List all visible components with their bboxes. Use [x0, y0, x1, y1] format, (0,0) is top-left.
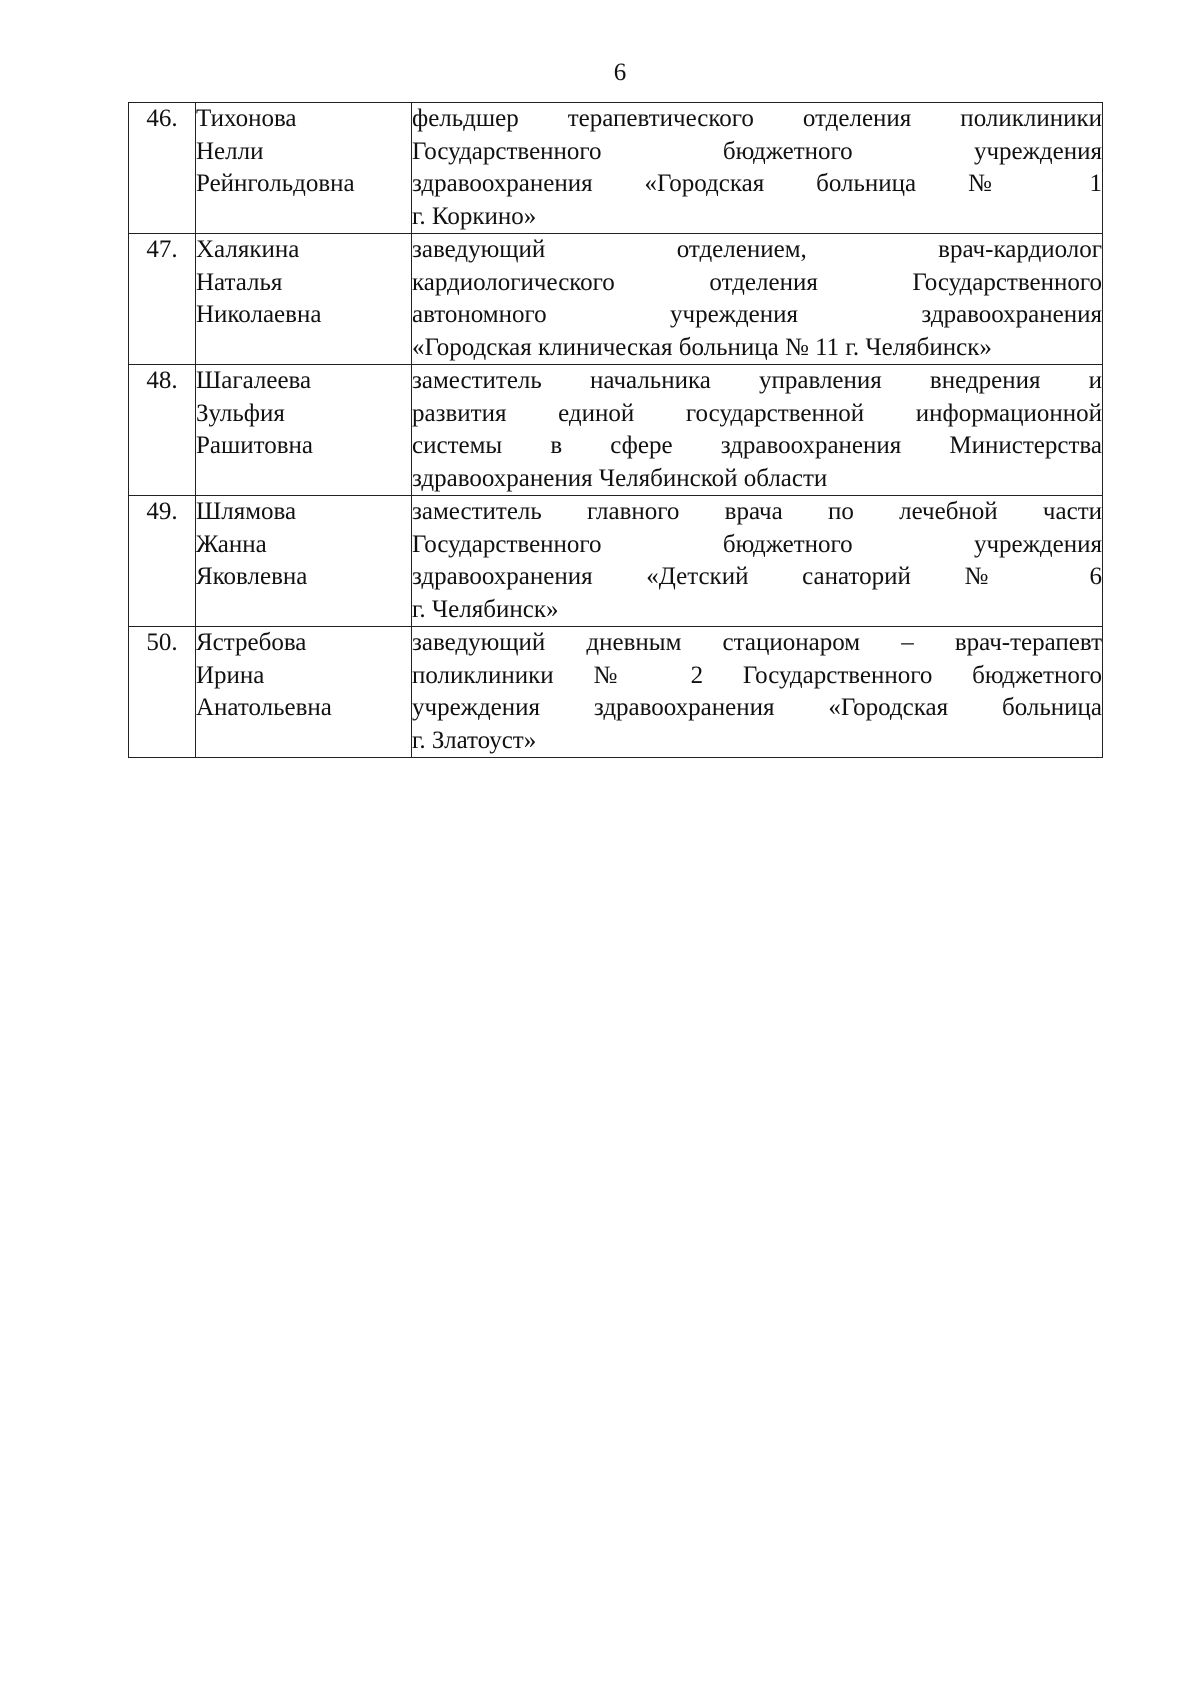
surname: Тихонова: [196, 105, 297, 132]
position-line: кардиологического отделения Государственного: [412, 268, 1102, 296]
first-name: Нелли: [196, 137, 264, 165]
page-number: 6: [613, 59, 627, 86]
first-name: Ирина: [196, 661, 265, 689]
row-number: 47.: [129, 234, 196, 365]
position-line: Государственного бюджетного учреждения: [412, 137, 1102, 165]
surname: Ястребова: [196, 629, 307, 656]
job-position: [412, 103, 1103, 234]
row-number: 50.: [129, 627, 196, 758]
position-line: развития единой государственной информационной: [412, 399, 1102, 427]
patronymic: Анатольевна: [196, 694, 332, 721]
personnel-table: [128, 102, 1103, 758]
job-position: [412, 627, 1103, 758]
table-row: [129, 365, 1103, 496]
person-name: [196, 103, 412, 234]
position-line: «Городская клиническая больница № 11 г. Челябинск»: [412, 333, 992, 361]
job-position: [412, 234, 1103, 365]
position-line: здравоохранения «Детский санаторий № 6: [412, 563, 1102, 590]
first-name: Зульфия: [196, 399, 285, 427]
table-row: [129, 627, 1103, 758]
position-line: фельдшер терапевтического отделения поликлиники: [412, 105, 1102, 132]
table-row: [129, 496, 1103, 627]
position-line: г. Коркино»: [412, 202, 537, 230]
patronymic: Яковлевна: [196, 563, 308, 590]
position-line: заведующий отделением, врач-кардиолог: [412, 236, 1102, 263]
position-line: г. Златоуст»: [412, 726, 537, 754]
position-line: здравоохранения Челябинской области: [412, 464, 828, 492]
table-row: [129, 103, 1103, 234]
person-name: [196, 627, 412, 758]
position-line: заместитель главного врача по лечебной части: [412, 498, 1102, 525]
position-line: г. Челябинск»: [412, 595, 559, 623]
job-position: [412, 365, 1103, 496]
position-line: заведующий дневным стационаром – врач-терапевт: [412, 629, 1102, 656]
person-name: [196, 365, 412, 496]
patronymic: Рашитовна: [196, 432, 314, 459]
position-line: Государственного бюджетного учреждения: [412, 530, 1102, 558]
first-name: Жанна: [196, 530, 267, 558]
surname: Шлямова: [196, 498, 297, 525]
first-name: Наталья: [196, 268, 283, 296]
position-line: поликлиники № 2 Государственного бюджетного: [412, 661, 1102, 689]
position-line: учреждения здравоохранения «Городская больница: [412, 694, 1102, 721]
patronymic: Николаевна: [196, 301, 322, 328]
person-name: [196, 496, 412, 627]
position-line: заместитель начальника управления внедрения и: [412, 367, 1102, 394]
row-number: 48.: [129, 365, 196, 496]
surname: Халякина: [196, 236, 300, 263]
patronymic: Рейнгольдовна: [196, 170, 355, 197]
position-line: здравоохранения «Городская больница № 1: [412, 170, 1102, 197]
person-name: [196, 234, 412, 365]
job-position: [412, 496, 1103, 627]
row-number: 49.: [129, 496, 196, 627]
surname: Шагалеева: [196, 367, 312, 394]
table-row: [129, 234, 1103, 365]
row-number: 46.: [129, 103, 196, 234]
position-line: системы в сфере здравоохранения Министерства: [412, 432, 1102, 459]
position-line: автономного учреждения здравоохранения: [412, 301, 1102, 328]
